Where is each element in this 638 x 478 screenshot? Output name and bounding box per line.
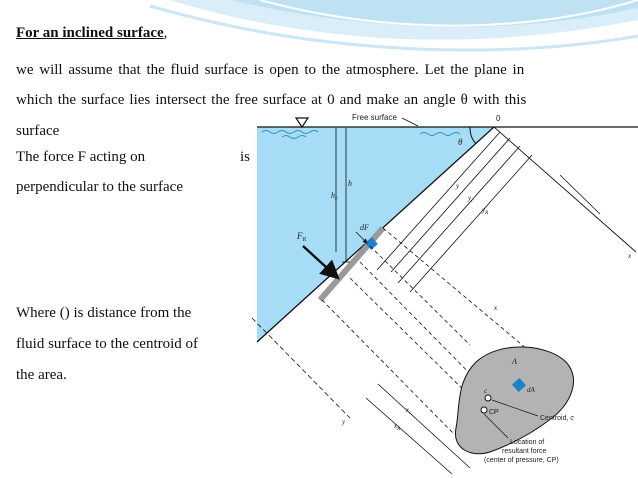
heading-comma: ,: [163, 25, 168, 41]
origin-label: 0: [496, 114, 501, 123]
heading: For an inclined surface: [16, 25, 164, 41]
where-line-1: Where () is distance from the: [16, 305, 192, 321]
projection-line-2: [370, 246, 470, 345]
yR-label: $y_R$: [482, 206, 489, 216]
where-line-2: fluid surface to the centroid of: [16, 336, 199, 352]
force-line-b: is: [240, 149, 251, 165]
location-label-3: (center of pressure, CP): [484, 457, 559, 464]
force-line-c: perpendicular to the surface: [16, 179, 183, 195]
yc-label: $y_c$: [468, 194, 474, 204]
x-label: x: [628, 252, 632, 260]
free-surface-symbol: [296, 118, 308, 127]
where-line-3: the area.: [16, 367, 67, 383]
c-label: c: [484, 387, 488, 395]
y-label: y: [456, 182, 460, 190]
dF-label: dF: [360, 223, 369, 232]
location-label-1: Location of: [510, 439, 545, 446]
xR-label: $x_R$: [394, 422, 401, 432]
cp-label: CP: [489, 409, 499, 416]
hc-label: $h_c$: [331, 191, 338, 202]
cp-marker: [481, 407, 487, 413]
y-lower-label: y: [342, 418, 346, 426]
A-label: A: [512, 357, 517, 366]
xc-label: $x_c$: [406, 406, 412, 416]
body-line-2: which the surface lies intersect the free surface at 0 and make an angle θ with this: [16, 92, 527, 108]
body-line-1: we will assume that the fluid surface is open to the atmosphere. Let the plane in: [16, 62, 525, 78]
force-line-a: The force F acting on: [16, 149, 146, 165]
FR-label: $F_R$: [297, 231, 307, 243]
projection-line-6: [383, 228, 540, 360]
location-label-2: resultant force: [502, 448, 547, 455]
h-label: h: [348, 179, 352, 188]
centroid-label: Centroid, c: [540, 415, 574, 422]
x-lower-label: x: [494, 304, 498, 312]
theta-label: θ: [458, 137, 463, 147]
free-surface-leader: [402, 118, 418, 126]
free-surface-label: Free surface: [352, 113, 397, 122]
centroid-marker: [485, 395, 491, 401]
body-line-3: surface: [16, 123, 60, 139]
x-axis-line: [494, 127, 636, 252]
dA-label: dA: [527, 386, 535, 394]
projection-line-1: [560, 175, 600, 214]
projection-line-5: [322, 300, 454, 434]
